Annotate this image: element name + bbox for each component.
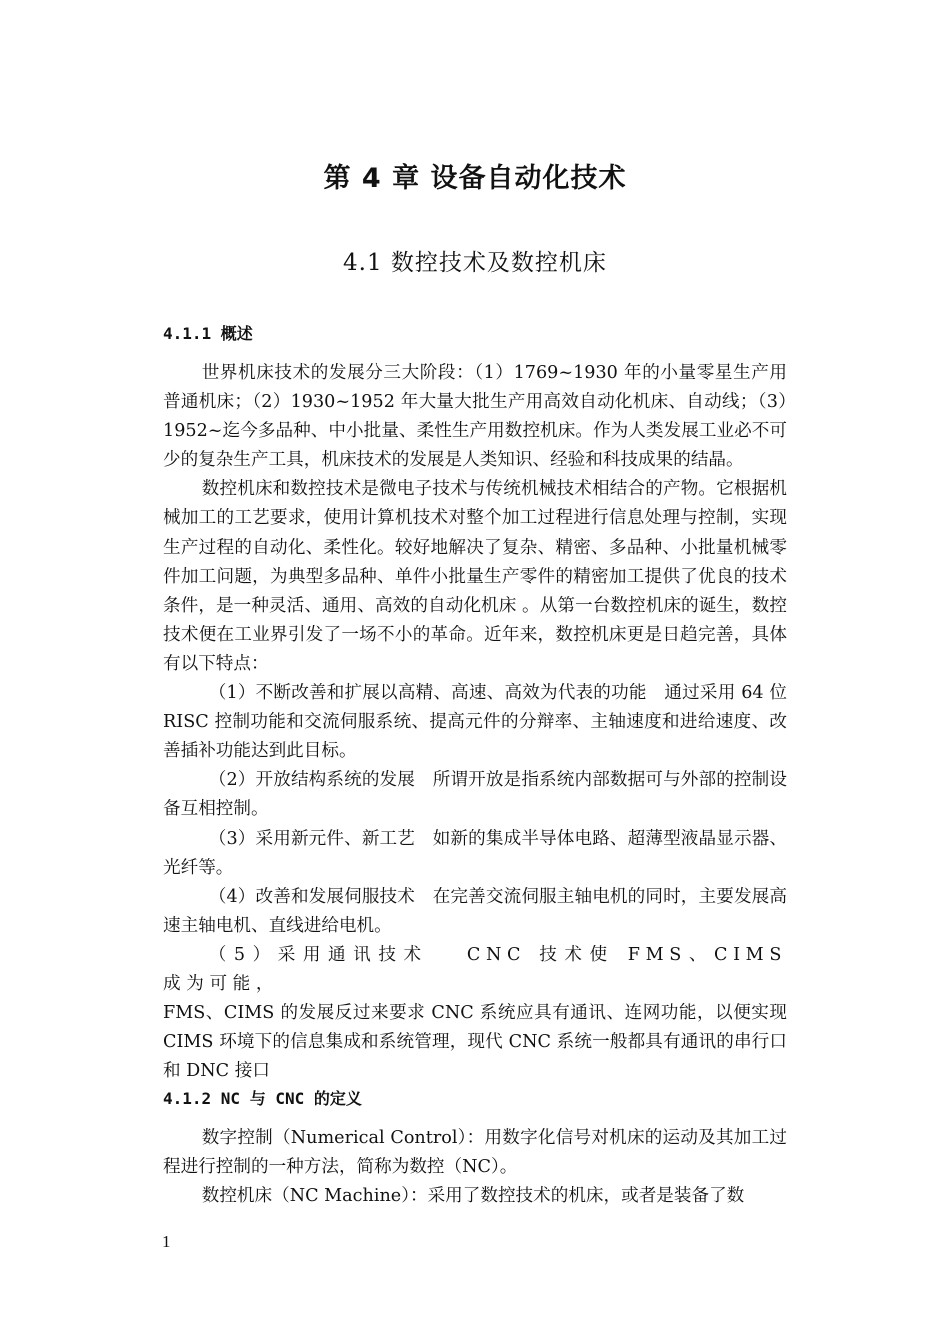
paragraph-history: 世界机床技术的发展分三大阶段：（1）1769~1930 年的小量零星生产用普通机床；（2）1930~1952 年大量大批生产用高效自动化机床、自动线；（3）1952~迄今多品种、中小批量、柔性生产用数控机床。作为人类发展工业必不可少的复杂生产工具，机床技术的发展是人类知识、经验和科技成果的结晶。: [163, 363, 787, 471]
definition-nc-machine: 数控机床（NC Machine）：采用了数控技术的机床，或者是装备了数: [201, 1186, 745, 1207]
section-title: 4.1 数控技术及数控机床: [343, 250, 607, 276]
overview-body: [163, 359, 787, 1086]
paragraph-cnc-intro: 数控机床和数控技术是微电子技术与传统机械技术相结合的产物。它根据机械加工的工艺要求，使用计算机技术对整个加工过程进行信息处理与控制，实现生产过程的自动化、柔性化。较好地解决了复杂、精密、多品种、小批量机械零件加工问题，为典型多品种、单件小批量生产零件的精密加工提供了优良的技术条件，是一种灵活、通用、高效的自动化机床 。从第一台数控机床的诞生，数控技术便在工业界引发了一场不小的革命。近年来，数控机床更是日趋完善，具体有以下特点：: [163, 479, 787, 674]
definition-nc: 数字控制（Numerical Control）：用数字化信号对机床的运动及其加工过程进行控制的一种方法，简称为数控（NC）。: [163, 1128, 787, 1178]
subsection-heading-overview: 4.1.1 概述: [163, 324, 253, 343]
feature-item-5-continuation: FMS、CIMS 的发展反过来要求 CNC 系统应具有通讯、连网功能，以便实现 CIMS 环境下的信息集成和系统管理，现代 CNC 系统一般都具有通讯的串行口和 DNC 接口: [163, 1003, 787, 1082]
page-number: 1: [162, 1232, 171, 1251]
feature-item-2: （2）开放结构系统的发展 所谓开放是指系统内部数据可与外部的控制设备互相控制。: [163, 770, 787, 820]
definition-body: [163, 1124, 787, 1211]
feature-item-4: （4）改善和发展伺服技术 在完善交流伺服主轴电机的同时，主要发展高速主轴电机、直线进给电机。: [163, 886, 787, 936]
subsection-heading-nc-cnc: 4.1.2 NC 与 CNC 的定义: [163, 1089, 362, 1108]
feature-item-1: （1）不断改善和扩展以高精、高速、高效为代表的功能 通过采用 64 位 RISC 控制功能和交流伺服系统、提高元件的分辩率、主轴速度和进给速度、改善插补功能达到此目标。: [163, 683, 787, 762]
feature-item-3: （3）采用新元件、新工艺 如新的集成半导体电路、超薄型液晶显示器、光纤等。: [163, 828, 787, 878]
feature-item-5-first-line: （5）采用通讯技术 CNC 技术使 FMS、CIMS 成为可能，: [163, 944, 787, 994]
chapter-title: 第 4 章 设备自动化技术: [323, 163, 627, 194]
